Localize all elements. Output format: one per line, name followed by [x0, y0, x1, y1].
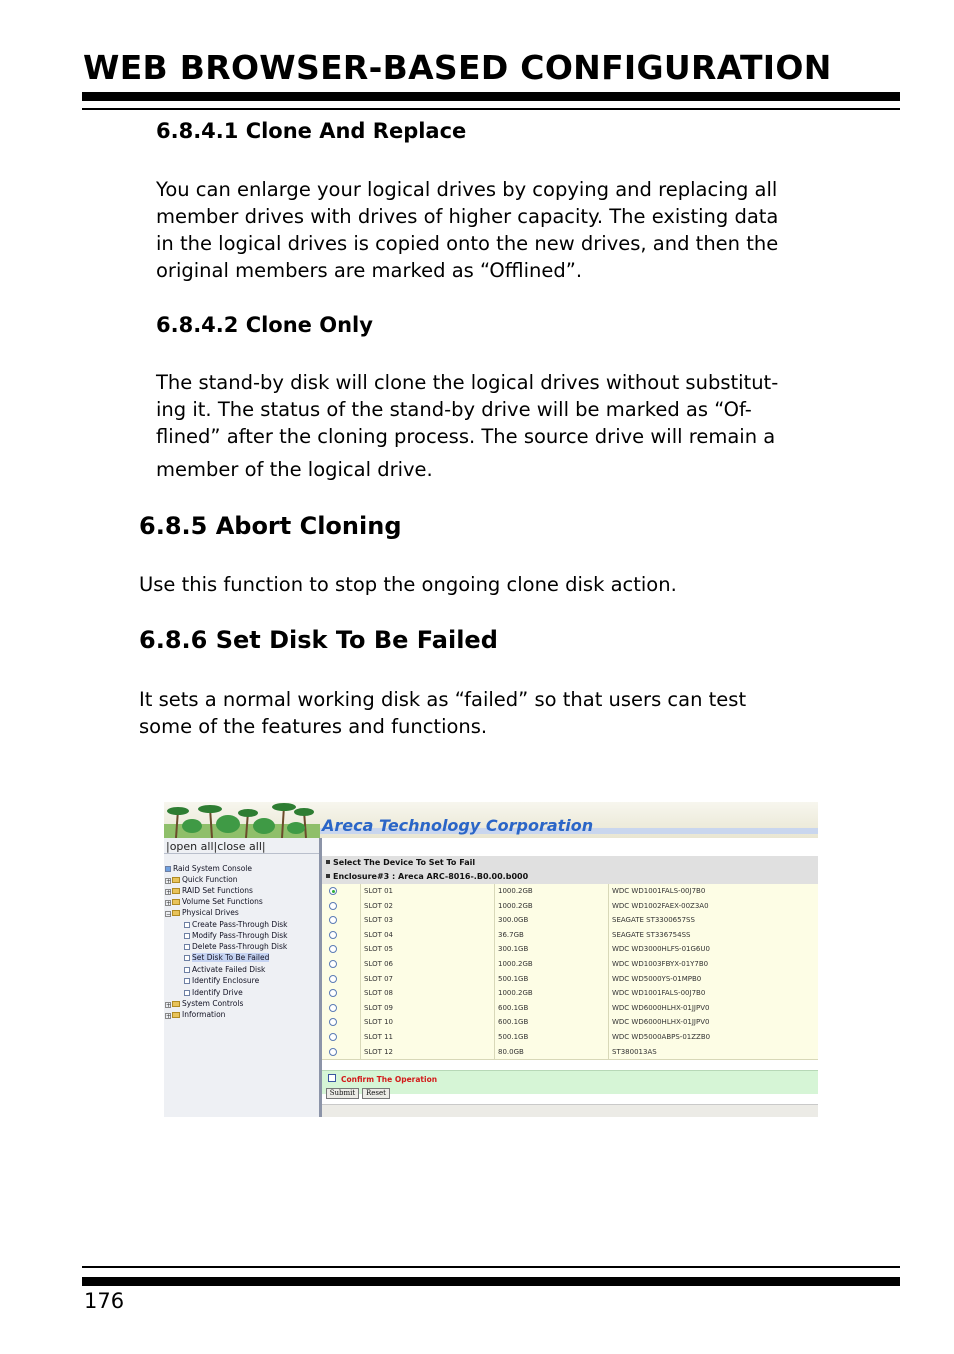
paragraph-clone-and-replace — [156, 176, 896, 284]
table-row[interactable] — [322, 899, 818, 915]
cell-model: WDC WD3000HLFS-01G6U0 — [608, 942, 818, 957]
folder-icon — [172, 899, 180, 905]
cell-slot: SLOT 11 — [360, 1030, 494, 1045]
device-radio[interactable] — [329, 931, 337, 939]
cell-model: WDC WD1001FALS-00J7B0 — [608, 986, 818, 1001]
cell-model: WDC WD6000HLHX-01JJPV0 — [608, 1001, 818, 1016]
cell-slot: SLOT 12 — [360, 1045, 494, 1060]
heading-set-disk-failed: 6.8.6 Set Disk To Be Failed — [139, 626, 498, 654]
cell-model: SEAGATE ST336754SS — [608, 928, 818, 943]
expand-icon[interactable]: + — [166, 889, 172, 896]
tree-item-identify-enclosure[interactable]: Identify Enclosure — [184, 976, 259, 985]
page-icon — [184, 967, 190, 973]
cell-size: 36.7GB — [494, 928, 608, 943]
tree-item-delete-pass-through[interactable]: Delete Pass-Through Disk — [184, 942, 287, 951]
device-radio[interactable] — [329, 989, 337, 997]
submit-button[interactable]: Submit — [326, 1088, 359, 1099]
text-line: in the logical drives is copied onto the new drives, and then the — [156, 232, 779, 255]
device-radio[interactable] — [329, 1004, 337, 1012]
table-row[interactable] — [322, 957, 818, 973]
page-icon — [184, 944, 190, 950]
text-line: ing it. The status of the stand-by drive will be marked as “Of- — [156, 398, 752, 421]
device-radio[interactable] — [329, 1048, 337, 1056]
page-number: 176 — [84, 1289, 125, 1313]
table-row[interactable] — [322, 928, 818, 944]
page-icon — [184, 990, 190, 996]
cell-slot: SLOT 10 — [360, 1015, 494, 1030]
cell-size: 600.1GB — [494, 1001, 608, 1016]
cell-slot: SLOT 08 — [360, 986, 494, 1001]
cell-slot: SLOT 09 — [360, 1001, 494, 1016]
paragraph-abort-cloning: Use this function to stop the ongoing clone disk action. — [139, 573, 677, 596]
device-radio[interactable] — [329, 902, 337, 910]
cell-model: WDC WD1001FALS-00J7B0 — [608, 884, 818, 899]
cell-size: 80.0GB — [494, 1045, 608, 1060]
tree-item-information[interactable]: + Information — [166, 1010, 226, 1020]
select-device-header: Select The Device To Set To Fail — [322, 856, 818, 871]
tree-item-set-disk-to-be-failed[interactable]: Set Disk To Be Failed — [184, 953, 269, 962]
cell-model: ST380013AS — [608, 1045, 818, 1060]
page-icon — [184, 955, 190, 961]
tree-item-system-controls[interactable]: + System Controls — [166, 999, 244, 1009]
folder-icon — [172, 888, 180, 894]
text-line: original members are marked as “Offlined”. — [156, 259, 583, 282]
tree-item-quick-function[interactable]: + Quick Function — [166, 875, 238, 885]
palm-trees-image — [164, 802, 320, 838]
heading-clone-and-replace: 6.8.4.1 Clone And Replace — [156, 119, 467, 143]
reset-button[interactable]: Reset — [362, 1088, 390, 1099]
text-line: The stand-by disk will clone the logical drives without substitut- — [156, 371, 779, 394]
cell-slot: SLOT 03 — [360, 913, 494, 928]
table-row[interactable] — [322, 986, 818, 1002]
device-radio[interactable] — [329, 960, 337, 968]
cell-size: 1000.2GB — [494, 884, 608, 899]
brand-title: Areca Technology Corporation — [322, 816, 594, 835]
page-icon — [184, 933, 190, 939]
expand-icon[interactable]: + — [166, 1013, 172, 1020]
paragraph-set-disk-failed — [139, 686, 879, 740]
table-row[interactable] — [322, 942, 818, 958]
device-radio[interactable] — [329, 975, 337, 983]
cell-model: WDC WD1003FBYX-01Y7B0 — [608, 957, 818, 972]
cell-model: WDC WD1002FAEX-00Z3A0 — [608, 899, 818, 914]
cell-size: 500.1GB — [494, 1030, 608, 1045]
cell-slot: SLOT 07 — [360, 972, 494, 987]
table-row[interactable] — [322, 913, 818, 929]
areca-web-ui-screenshot — [164, 802, 818, 1117]
folder-icon — [172, 1012, 180, 1018]
folder-open-icon — [172, 910, 180, 916]
collapse-icon[interactable]: − — [166, 911, 172, 918]
banner — [164, 802, 818, 838]
text-line: You can enlarge your logical drives by copying and replacing all — [156, 178, 778, 201]
tree-item-raid-system-console[interactable]: Raid System Console — [165, 864, 252, 873]
cell-size: 1000.2GB — [494, 899, 608, 914]
bottom-strip — [322, 1104, 818, 1117]
footer-rule-thin — [82, 1266, 900, 1268]
page-header-title: WEB BROWSER-BASED CONFIGURATION — [83, 48, 832, 87]
monitor-icon — [165, 866, 171, 872]
tree-item-create-pass-through[interactable]: Create Pass-Through Disk — [184, 920, 288, 929]
table-row[interactable] — [322, 972, 818, 988]
device-radio[interactable] — [329, 945, 337, 953]
page-icon — [184, 978, 190, 984]
expand-icon[interactable]: + — [166, 878, 172, 885]
confirm-checkbox[interactable] — [328, 1074, 336, 1082]
text-line: flined” after the cloning process. The source drive will remain a — [156, 425, 776, 448]
sidebar-divider — [164, 853, 319, 854]
table-row[interactable] — [322, 1045, 818, 1061]
cell-slot: SLOT 05 — [360, 942, 494, 957]
cell-slot: SLOT 04 — [360, 928, 494, 943]
header-rule-thin — [82, 108, 900, 110]
cell-slot: SLOT 02 — [360, 899, 494, 914]
paragraph-clone-only — [156, 369, 896, 483]
device-radio[interactable] — [329, 887, 337, 895]
tree-item-raid-set-functions[interactable]: + RAID Set Functions — [166, 886, 253, 896]
cell-model: WDC WD5000YS-01MPB0 — [608, 972, 818, 987]
table-row[interactable] — [322, 884, 818, 900]
header-rule-thick — [82, 92, 900, 101]
expand-icon[interactable]: + — [166, 900, 172, 907]
text-line: member of the logical drive. — [156, 458, 433, 481]
cell-model: SEAGATE ST3300657SS — [608, 913, 818, 928]
table-row[interactable] — [322, 1001, 818, 1017]
text-line: It sets a normal working disk as “failed” so that users can test — [139, 688, 747, 711]
text-line: member drives with drives of higher capacity. The existing data — [156, 205, 779, 228]
confirm-label: Confirm The Operation — [341, 1075, 438, 1084]
text-line: some of the features and functions. — [139, 715, 488, 738]
expand-icon[interactable]: + — [166, 1002, 172, 1009]
footer-rule-thick — [82, 1277, 900, 1286]
tree-item-modify-pass-through[interactable]: Modify Pass-Through Disk — [184, 931, 287, 940]
tree-item-volume-set-functions[interactable]: + Volume Set Functions — [166, 897, 263, 907]
cell-size: 300.0GB — [494, 913, 608, 928]
cell-size: 600.1GB — [494, 1015, 608, 1030]
open-close-all-links[interactable]: |open all|close all| — [166, 840, 266, 853]
heading-clone-only: 6.8.4.2 Clone Only — [156, 313, 373, 337]
heading-abort-cloning: 6.8.5 Abort Cloning — [139, 512, 402, 540]
main-panel — [322, 838, 818, 1117]
folder-icon — [172, 1001, 180, 1007]
table-row[interactable] — [322, 1015, 818, 1031]
device-radio[interactable] — [329, 916, 337, 924]
tree-item-physical-drives[interactable]: − Physical Drives — [166, 908, 239, 918]
device-radio[interactable] — [329, 1033, 337, 1041]
enclosure-header: Enclosure#3 : Areca ARC-8016-.B0.00.b000 — [322, 870, 818, 885]
cell-slot: SLOT 06 — [360, 957, 494, 972]
table-row[interactable] — [322, 1030, 818, 1046]
cell-slot: SLOT 01 — [360, 884, 494, 899]
cell-size: 1000.2GB — [494, 957, 608, 972]
cell-size: 1000.2GB — [494, 986, 608, 1001]
cell-size: 500.1GB — [494, 972, 608, 987]
tree-item-identify-drive[interactable]: Identify Drive — [184, 988, 243, 997]
tree-item-activate-failed-disk[interactable]: Activate Failed Disk — [184, 965, 265, 974]
cell-model: WDC WD6000HLHX-01JJPV0 — [608, 1015, 818, 1030]
folder-icon — [172, 877, 180, 883]
cell-size: 300.1GB — [494, 942, 608, 957]
cell-model: WDC WD5000ABPS-01ZZB0 — [608, 1030, 818, 1045]
device-radio[interactable] — [329, 1018, 337, 1026]
page-icon — [184, 922, 190, 928]
